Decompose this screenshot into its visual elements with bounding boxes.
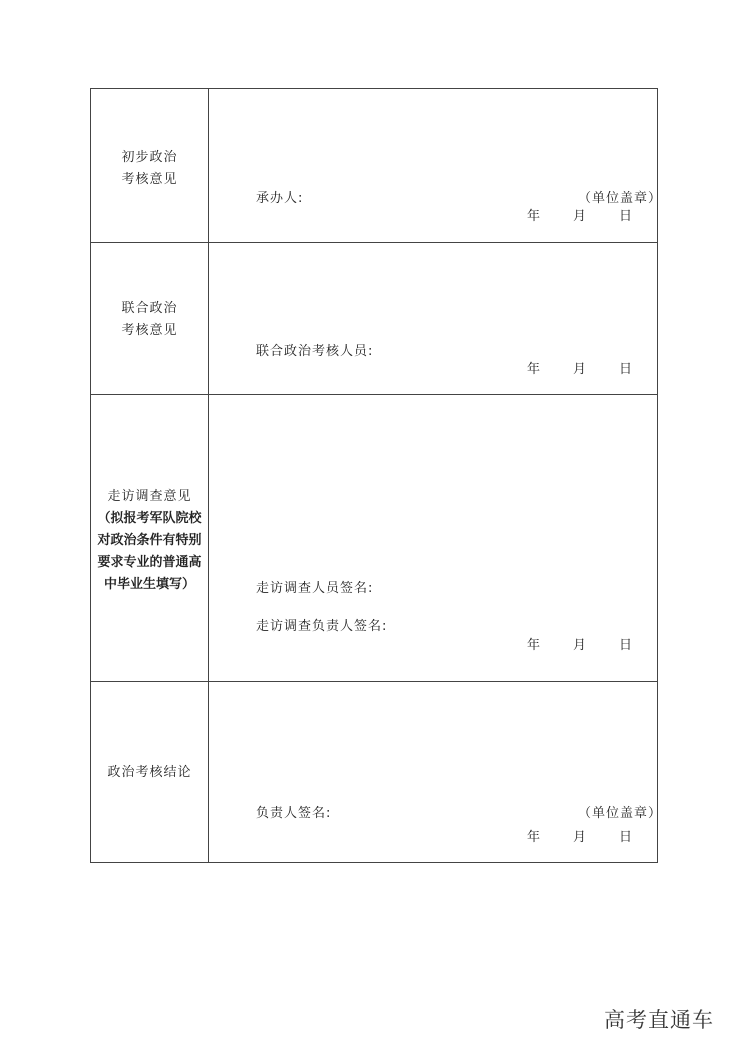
section-label-joint-review — [91, 298, 208, 342]
visit-lead-signature-label: 走访调查负责人签名: — [256, 619, 388, 634]
label-note-line: 中毕业生填写） — [103, 577, 195, 592]
row-divider — [91, 681, 657, 682]
year-label: 年 — [527, 362, 542, 377]
label-line: 考核意见 — [121, 172, 178, 187]
unit-stamp-label: （单位盖章） — [578, 806, 663, 821]
label-note-line: （拟报考军队院校 — [97, 511, 202, 526]
month-label: 月 — [573, 830, 588, 845]
joint-reviewer-signature-label: 联合政治考核人员: — [256, 344, 374, 359]
responsible-signature-label: 负责人签名: — [256, 806, 332, 821]
label-note-line: 要求专业的普通高 — [97, 555, 202, 570]
date-line — [527, 205, 633, 224]
row-divider — [91, 242, 657, 243]
year-label: 年 — [527, 830, 542, 845]
section-label-conclusion — [91, 762, 208, 784]
section-label-initial-review — [91, 147, 208, 191]
visitor-signature-label: 走访调查人员签名: — [256, 581, 374, 596]
column-divider — [208, 89, 209, 862]
date-line — [527, 358, 633, 377]
day-label: 日 — [619, 209, 634, 224]
label-note-line: 对政治条件有特别 — [97, 533, 202, 548]
day-label: 日 — [619, 638, 634, 653]
section-label-visit-survey — [91, 486, 208, 596]
row-divider — [91, 394, 657, 395]
date-line — [527, 634, 633, 653]
unit-stamp-label: （单位盖章） — [578, 191, 663, 206]
label-line: 联合政治 — [121, 301, 178, 316]
political-review-form-table — [90, 88, 663, 863]
label-line: 初步政治 — [121, 150, 178, 165]
label-line: 考核意见 — [121, 323, 178, 338]
label-line: 政治考核结论 — [107, 765, 192, 780]
month-label: 月 — [573, 362, 588, 377]
day-label: 日 — [619, 830, 634, 845]
day-label: 日 — [619, 362, 634, 377]
date-line — [527, 826, 633, 845]
watermark-text: 高考直通车 — [604, 1008, 714, 1032]
month-label: 月 — [573, 638, 588, 653]
year-label: 年 — [527, 209, 542, 224]
handler-signature-label: 承办人: — [256, 191, 304, 206]
label-line: 走访调查意见 — [107, 489, 192, 504]
month-label: 月 — [573, 209, 588, 224]
year-label: 年 — [527, 638, 542, 653]
